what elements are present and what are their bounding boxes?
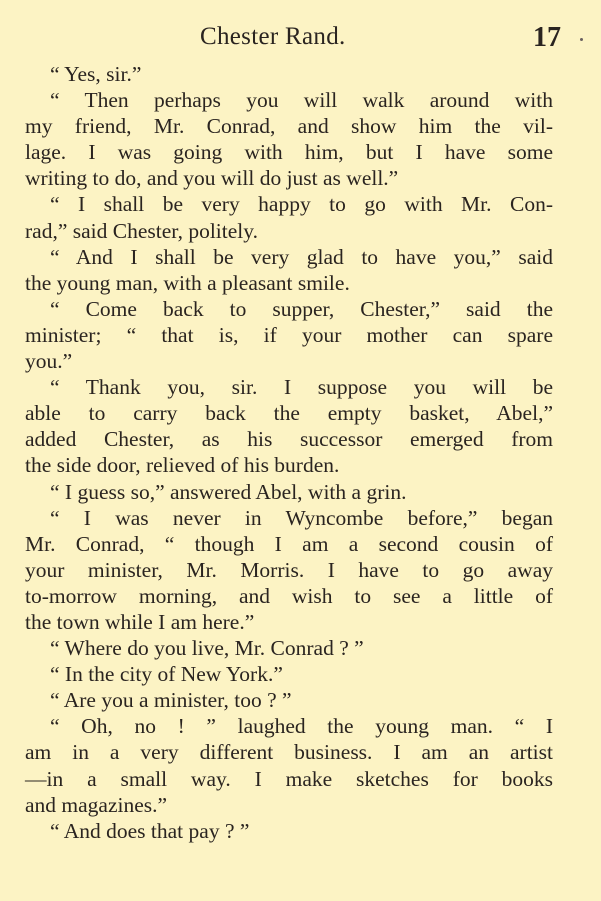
page-header <box>0 18 601 58</box>
text-line: “ Thank you, sir. I suppose you will be <box>50 375 553 400</box>
print-speck <box>580 38 583 41</box>
text-line: the young man, with a pleasant smile. <box>25 270 350 295</box>
body-text <box>25 61 553 844</box>
text-line: “ Then perhaps you will walk around with <box>50 88 553 113</box>
text-line: “ I was never in Wyncombe before,” began <box>50 505 553 530</box>
text-line: rad,” said Chester, politely. <box>25 218 258 243</box>
text-line: you.” <box>25 349 73 374</box>
text-line: “ Are you a minister, too ? ” <box>50 688 292 713</box>
text-line: “ And does that pay ? ” <box>50 818 250 843</box>
text-line: “ Where do you live, Mr. Conrad ? ” <box>50 636 364 661</box>
text-line: your minister, Mr. Morris. I have to go away <box>25 557 553 582</box>
text-line: “ In the city of New York.” <box>50 662 283 687</box>
text-line: the town while I am here.” <box>25 609 255 634</box>
text-line: “ And I shall be very glad to have you,” said <box>50 244 553 269</box>
text-line: “ Come back to supper, Chester,” said the <box>50 296 553 321</box>
text-line: “ I guess so,” answered Abel, with a grin. <box>50 479 407 504</box>
text-line: able to carry back the empty basket, Abel,” <box>25 401 553 426</box>
text-line: added Chester, as his successor emerged from <box>25 427 553 452</box>
text-line: “ Yes, sir.” <box>50 62 142 86</box>
text-line: to-morrow morning, and wish to see a little of <box>25 583 553 608</box>
text-line: and magazines.” <box>25 792 168 817</box>
text-line: lage. I was going with him, but I have some <box>25 140 553 165</box>
text-line: “ Oh, no ! ” laughed the young man. “ I <box>50 714 553 739</box>
text-line: “ I shall be very happy to go with Mr. Con- <box>50 192 553 217</box>
text-line: writing to do, and you will do just as well.” <box>25 166 399 191</box>
text-line: my friend, Mr. Conrad, and show him the vil- <box>25 114 553 139</box>
text-line: minister; “ that is, if your mother can spare <box>25 322 553 347</box>
text-line: the side door, relieved of his burden. <box>25 453 340 478</box>
text-line: am in a very different business. I am an artist <box>25 740 553 765</box>
text-line: —in a small way. I make sketches for books <box>25 766 553 791</box>
running-title: Chester Rand. <box>200 23 346 50</box>
page-number: 17 <box>533 22 561 53</box>
text-line: Mr. Conrad, “ though I am a second cousin of <box>25 531 553 556</box>
